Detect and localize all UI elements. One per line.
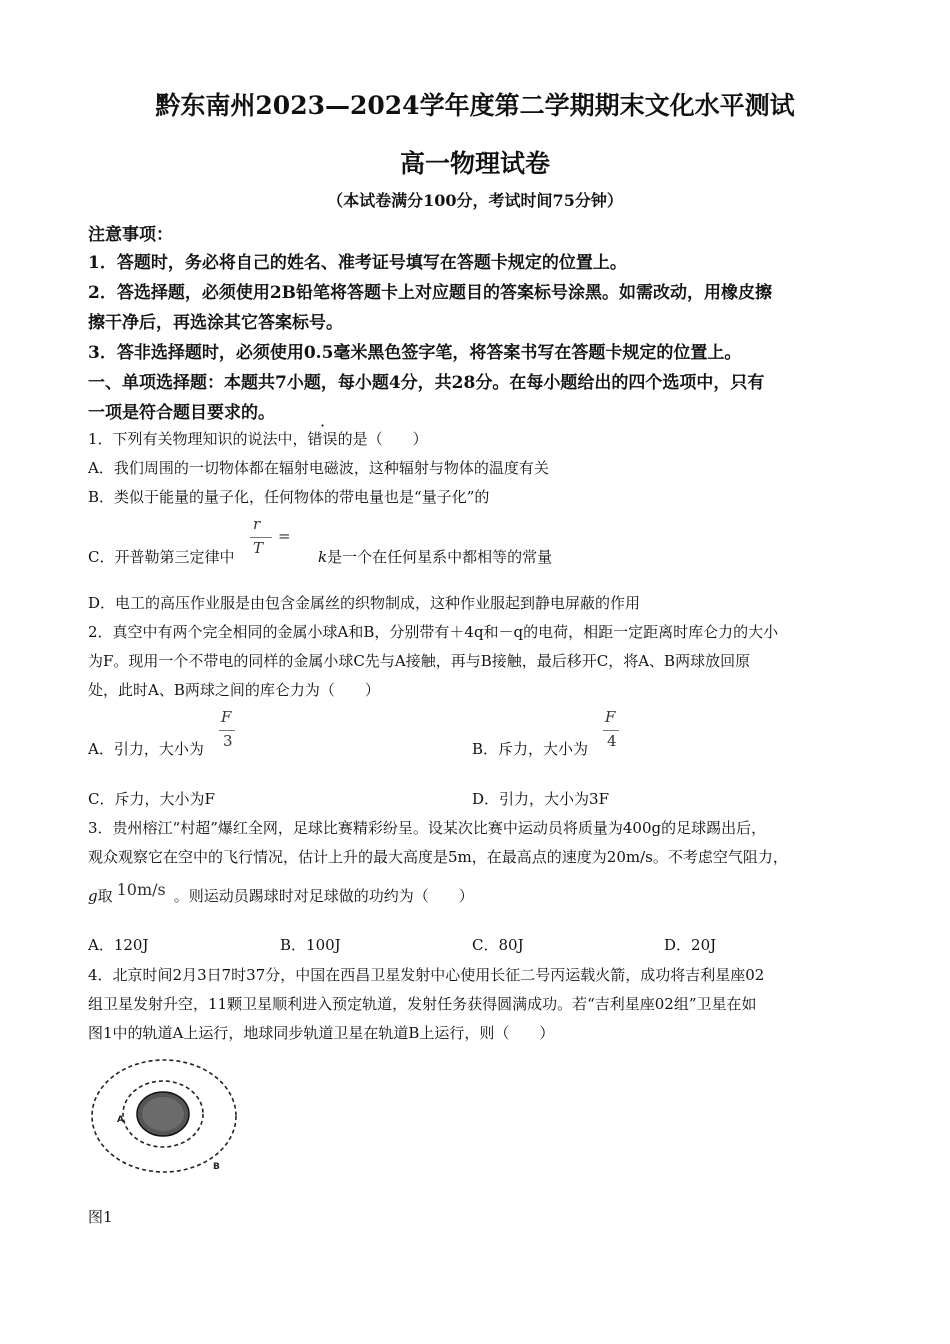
q1-fraction-denominator: T xyxy=(253,539,264,557)
q2-option-b: B．斥力，大小为 xyxy=(472,740,589,758)
q1-option-b: B．类似于能量的量子化，任何物体的带电量也是“量子化”的 xyxy=(88,488,490,506)
q2-line-2: 为F。现用一个不带电的同样的金属小球C先与A接触，再与B接触，最后移开C，将A、B两球放回原 xyxy=(88,652,751,670)
q3-option-d: D．20J xyxy=(664,936,717,954)
q2-a-denominator: 3 xyxy=(223,732,233,750)
notice-item-2b: 擦干净后，再选涂其它答案标号。 xyxy=(88,313,343,333)
q1-stem: 1．下列有关物理知识的说法中，错误的是（ ） xyxy=(88,430,428,448)
orbit-figure xyxy=(88,1058,240,1184)
q3-option-a: A．120J xyxy=(88,936,149,954)
figure-caption: 图1 xyxy=(88,1208,113,1226)
q1-emphasis: 错误 xyxy=(307,430,338,448)
q1-option-a: A．我们周围的一切物体都在辐射电磁波，这种辐射与物体的温度有关 xyxy=(88,459,549,477)
q4-line-1: 4．北京时间2月3日7时37分，中国在西昌卫星发射中心使用长征二号丙运载火箭，成功将吉利星座02 xyxy=(88,966,765,984)
q2-line-3: 处，此时A、B两球之间的库仑力为（ ） xyxy=(88,681,380,699)
q1-option-c: C．开普勒第三定律中 xyxy=(88,548,235,566)
q3-g-value: 10m/s xyxy=(116,880,166,899)
q2-b-numerator: F xyxy=(605,708,616,726)
q1-equals: = xyxy=(278,527,291,545)
exam-title: 黔东南州2023—2024学年度第二学期期末文化水平测试 xyxy=(155,91,795,120)
q4-line-3: 图1中的轨道A上运行，地球同步轨道卫星在轨道B上运行，则（ ） xyxy=(88,1024,555,1042)
earth-shade xyxy=(142,1097,184,1131)
q2-option-a: A．引力，大小为 xyxy=(88,740,204,758)
q1-fraction-numerator: r xyxy=(253,515,261,533)
q2-a-numerator: F xyxy=(221,708,232,726)
q3-line-3: g取 10m/s 。则运动员踢球时对足球做的功约为（ ） xyxy=(88,880,474,905)
notice-heading: 注意事项： xyxy=(88,225,173,245)
q1-fraction-bar xyxy=(250,537,272,538)
q3-line-1: 3．贵州榕江“村超”爆红全网，足球比赛精彩纷呈。设某次比赛中运动员将质量为400g的足球踢出后， xyxy=(88,819,767,837)
notice-item-2a: 2．答选择题，必须使用2B铅笔将答题卡上对应题目的答案标号涂黑。如需改动，用橡皮擦 xyxy=(88,283,773,303)
q1-option-c-tail: k是一个在任何星系中都相等的常量 xyxy=(318,548,553,566)
section-1-line-1: 一、单项选择题：本题共7小题，每小题4分，共28分。在每小题给出的四个选项中，只有 xyxy=(88,373,765,393)
orbit-label-b: B xyxy=(213,1162,220,1172)
exam-subject: 高一物理试卷 xyxy=(399,149,550,178)
q3-option-b: B．100J xyxy=(280,936,341,954)
q4-line-2: 组卫星发射升空，11颗卫星顺利进入预定轨道，发射任务获得圆满成功。若“吉利星座02组”卫星在如 xyxy=(88,995,757,1013)
exam-note: （本试卷满分100分，考试时间75分钟） xyxy=(327,191,623,210)
q3-line-2: 观众观察它在空中的飞行情况，估计上升的最大高度是5m，在最高点的速度为20m/s。不考虑空气阻力， xyxy=(88,848,788,866)
q2-option-c: C．斥力，大小为F xyxy=(88,790,215,808)
notice-item-1: 1．答题时，务必将自己的姓名、准考证号填写在答题卡规定的位置上。 xyxy=(88,253,627,273)
q2-option-d: D．引力，大小为3F xyxy=(472,790,609,808)
q1-option-d: D．电工的高压作业服是由包含金属丝的织物制成，这种作业服起到静电屏蔽的作用 xyxy=(88,594,641,612)
orbit-label-a: A xyxy=(117,1115,124,1125)
q3-option-c: C．80J xyxy=(472,936,524,954)
q2-b-denominator: 4 xyxy=(607,732,617,750)
q2-line-1: 2．真空中有两个完全相同的金属小球A和B，分别带有＋4q和－q的电荷，相距一定距离时库仑力的大小 xyxy=(88,623,779,641)
q2-a-fraction-bar xyxy=(219,730,235,731)
q2-b-fraction-bar xyxy=(603,730,619,731)
section-1-line-2: 一项是符合题目要求的。 xyxy=(88,403,275,423)
notice-item-3: 3．答非选择题时，必须使用0.5毫米黑色签字笔，将答案书写在答题卡规定的位置上。 xyxy=(88,343,742,363)
